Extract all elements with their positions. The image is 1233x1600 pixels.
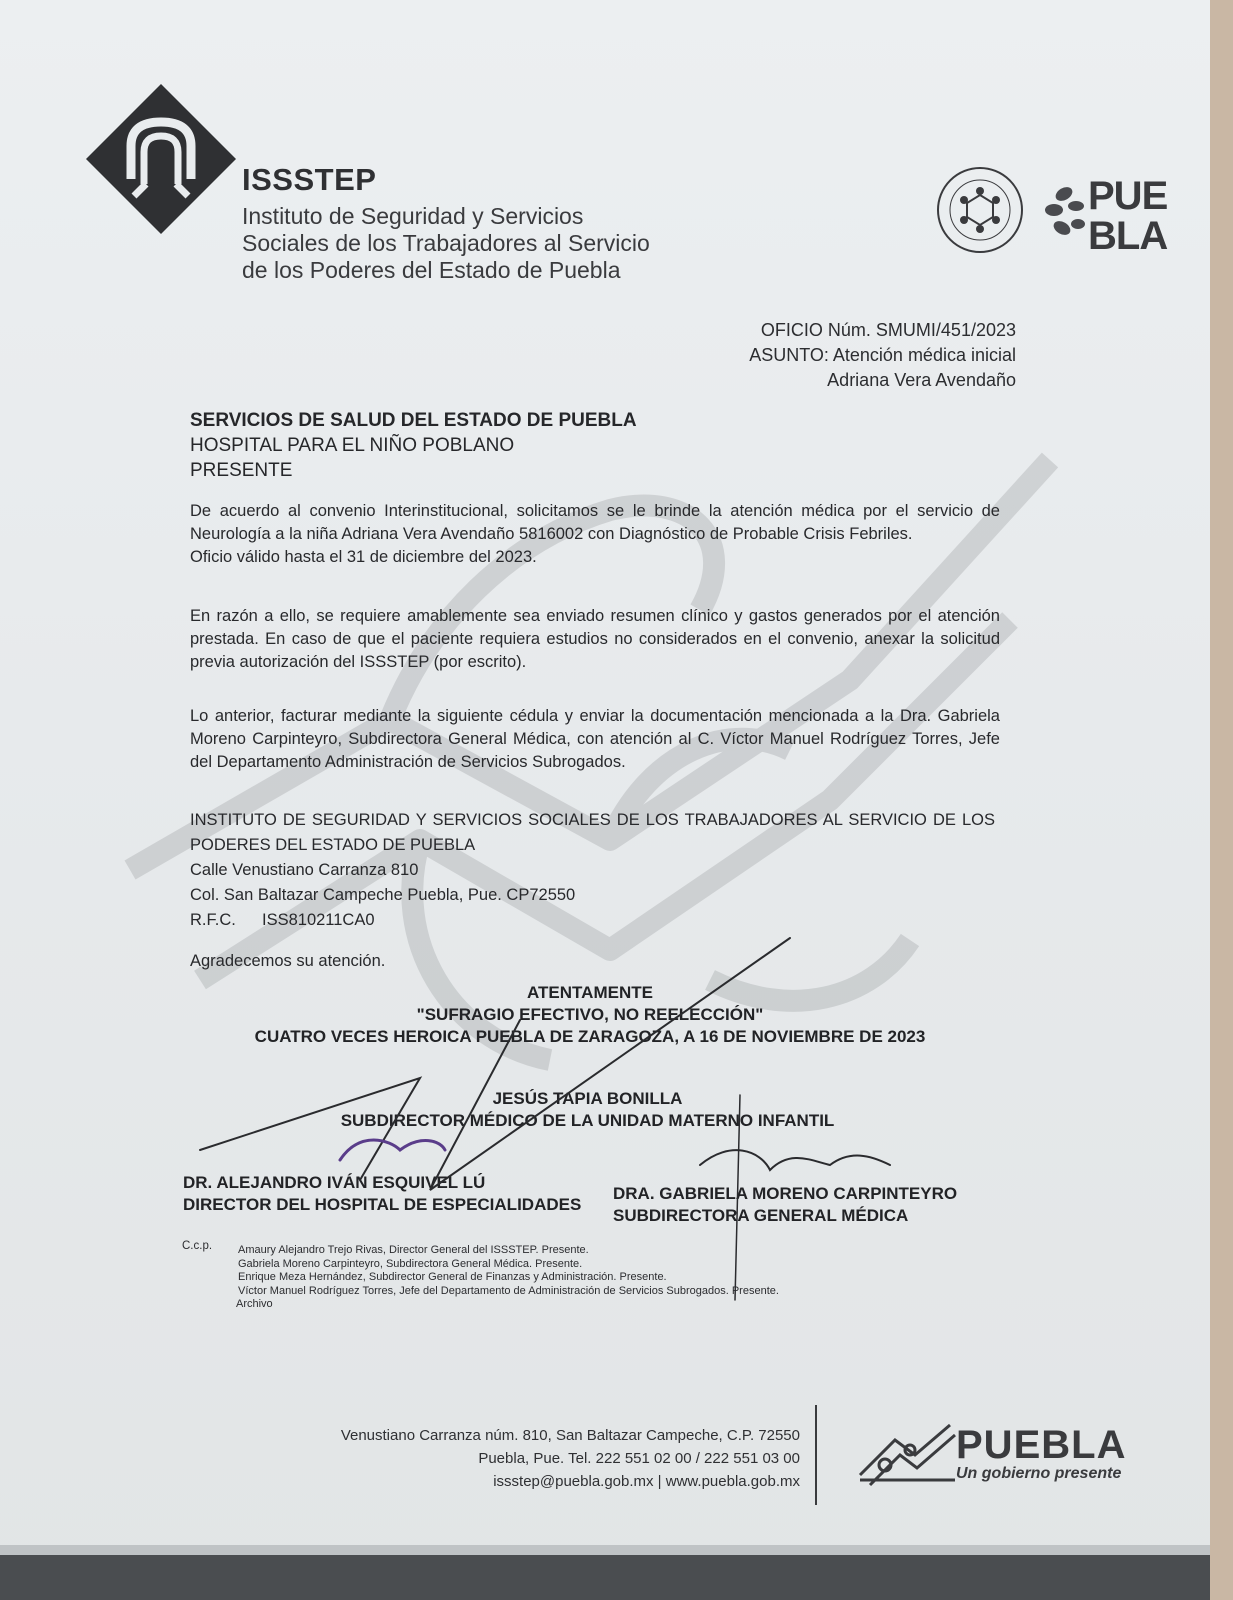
footer-address-line1: Venustiano Carranza núm. 810, San Baltazar Campeche, C.P. 72550	[340, 1427, 800, 1444]
ccp-item: Amaury Alejandro Trejo Rivas, Director General del ISSSTEP. Presente.	[238, 1244, 589, 1256]
billing-colony: Col. San Baltazar Campeche Puebla, Pue. CP72550	[190, 886, 576, 904]
ccp-item: Archivo	[236, 1298, 273, 1310]
body-paragraph-2: En razón a ello, se requiere amablemente sea enviado resumen clínico y gastos generados por el atención prestada. En caso de que el paciente requiera estudios no considerados en el convenio, anexar la solicitud previa autorización del ISSSTEP (por escrito).	[190, 607, 1000, 671]
footer-address-line2: Puebla, Pue. Tel. 222 551 02 00 / 222 551 03 00	[478, 1450, 800, 1467]
footer-divider	[815, 1405, 817, 1505]
right-signer-name: DRA. GABRIELA MORENO CARPINTEYRO	[613, 1184, 958, 1203]
billing-name: INSTITUTO DE SEGURIDAD Y SERVICIOS SOCIALES DE LOS TRABAJADORES AL SERVICIO DE LOS PODERES DEL ESTADO DE PUEBLA	[190, 811, 995, 854]
ccp-list	[238, 1244, 779, 1312]
rfc-value: ISS810211CA0	[262, 911, 375, 929]
ccp-item: Víctor Manuel Rodríguez Torres, Jefe del Departamento de Administración de Servicios Subrogados. Presente.	[238, 1284, 779, 1297]
footer-brand: PUEBLA	[956, 1423, 1127, 1467]
atentamente: ATENTAMENTE	[527, 983, 653, 1002]
footer-address-line3: issstep@puebla.gob.mx | www.puebla.gob.mx	[493, 1473, 800, 1490]
left-signer-title: DIRECTOR DEL HOSPITAL DE ESPECIALIDADES	[183, 1195, 582, 1214]
equality-seal-icon	[935, 165, 1025, 255]
right-signer-title: SUBDIRECTORA GENERAL MÉDICA	[613, 1206, 909, 1225]
page-bottom-band	[0, 1555, 1212, 1600]
motto: "SUFRAGIO EFECTIVO, NO REELECCIÓN"	[416, 1005, 764, 1024]
billing-block	[190, 808, 995, 933]
org-full-name-line3: de los Poderes del Estado de Puebla	[242, 257, 621, 283]
ccp-item: Gabriela Moreno Carpinteyro, Subdirectora General Médica. Presente.	[238, 1257, 583, 1270]
puebla-emblem-icon	[855, 1420, 965, 1490]
reference-block	[749, 318, 1016, 393]
puebla-logo-text-bottom: BLA	[1088, 214, 1168, 258]
background-edge	[1210, 0, 1233, 1600]
footer-address	[341, 1424, 800, 1493]
puebla-logo-text-top: PUE	[1088, 174, 1168, 218]
ccp-label: C.c.p.	[182, 1240, 213, 1252]
body-paragraph-3: Lo anterior, facturar mediante la siguiente cédula y enviar la documentación mencionada a la Dra. Gabriela Moreno Carpinteyro, Subdirectora General Médica, con atención al C. Víctor Manuel Rodríguez Torres, Jefe del Departamento Administración de Servicios Subrogados.	[190, 707, 1000, 771]
left-signer-name: DR. ALEJANDRO IVÁN ESQUIVEL LÚ	[183, 1173, 486, 1192]
request-text: De acuerdo al convenio Interinstitucional, solicitamos se le brinde la atención médica por el servicio de Neurología a la niña Adriana Vera Avendaño 5816002 con Diagnóstico de Probable Crisis Febriles.	[190, 502, 1000, 543]
center-signer-title: SUBDIRECTOR MÉDICO DE LA UNIDAD MATERNO INFANTIL	[340, 1111, 835, 1130]
footer-tagline: Un gobierno presente	[956, 1465, 1122, 1482]
page-bottom-strip	[0, 1545, 1212, 1555]
center-signer-name: JESÚS TAPIA BONILLA	[492, 1089, 683, 1108]
ccp-item: Enrique Meza Hernández, Subdirector General de Finanzas y Administración. Presente.	[238, 1271, 667, 1283]
addressee-block	[190, 408, 637, 483]
issstep-logo-icon	[86, 84, 236, 234]
asunto: ASUNTO: Atención médica inicial	[749, 345, 1016, 365]
validity-text: Oficio válido hasta el 31 de diciembre del 2023.	[190, 548, 537, 566]
thanks-line: Agradecemos su atención.	[190, 952, 386, 970]
org-full-name-line2: Sociales de los Trabajadores al Servicio	[242, 230, 650, 256]
place-date: CUATRO VECES HEROICA PUEBLA DE ZARAGOZA, A 16 DE NOVIEMBRE DE 2023	[254, 1027, 926, 1046]
rfc-label: R.F.C.	[190, 911, 236, 929]
billing-rfc	[190, 908, 995, 933]
org-short-name: ISSSTEP	[242, 162, 377, 197]
addressee-presente: PRESENTE	[190, 460, 293, 481]
asunto-name: Adriana Vera Avendaño	[827, 370, 1016, 390]
org-full-name-line1: Instituto de Seguridad y Servicios	[242, 203, 584, 229]
addressee-hospital: HOSPITAL PARA EL NIÑO POBLANO	[190, 435, 515, 456]
billing-street: Calle Venustiano Carranza 810	[190, 861, 419, 879]
oficio-number: OFICIO Núm. SMUMI/451/2023	[760, 320, 1016, 340]
addressee-institution: SERVICIOS DE SALUD DEL ESTADO DE PUEBLA	[190, 410, 637, 431]
body-paragraph-1	[190, 500, 1000, 569]
